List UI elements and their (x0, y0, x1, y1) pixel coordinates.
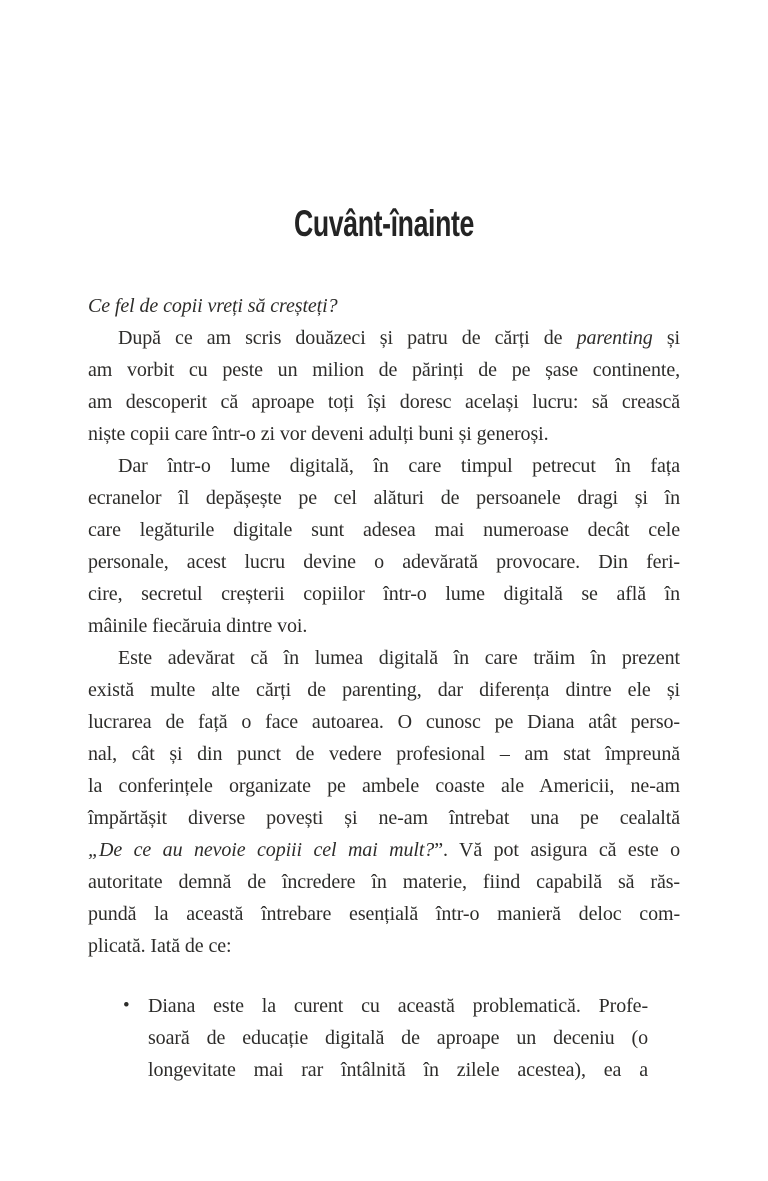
text-line (88, 578, 680, 610)
italic-text-segment: Ce fel de copii vreți să creșteți? (88, 295, 338, 317)
text-line (88, 930, 680, 962)
text-segment: și (652, 327, 680, 349)
text-line (88, 450, 680, 482)
text-segment: Diana este la curent cu această problematică. Profe- (148, 995, 648, 1017)
text-line (148, 1054, 648, 1086)
bullet-item (88, 990, 680, 1086)
text-segment: la conferințele organizate pe ambele coaste ale Americii, ne-am (88, 775, 680, 797)
text-segment: mâinile fiecăruia dintre voi. (88, 615, 308, 637)
text-line (88, 706, 680, 738)
text-segment: plicată. Iată de ce: (88, 935, 232, 957)
text-segment: nal, cât și din punct de vedere profesional – am stat împreună (88, 743, 680, 765)
text-segment: personale, acest lucru devine o adevărată provocare. Din feri- (88, 551, 680, 573)
text-segment: există multe alte cărți de parenting, dar diferența dintre ele și (88, 679, 680, 701)
text-line (88, 898, 680, 930)
text-line (88, 546, 680, 578)
text-line (88, 642, 680, 674)
chapter-title: Cuvânt-înainte (294, 203, 474, 244)
text-segment: Dar într-o lume digitală, în care timpul petrecut în fața (118, 455, 680, 477)
text-segment: soară de educație digitală de aproape un deceniu (o (148, 1027, 648, 1049)
text-line (88, 770, 680, 802)
text-segment: ecranelor îl depășește pe cel alături de persoanele dragi și în (88, 487, 680, 509)
text-line (88, 610, 680, 642)
text-segment: am descoperit că aproape toți își doresc același lucru: să crească (88, 391, 680, 413)
italic-text-segment: „De ce au nevoie copiii cel mai mult? (88, 839, 435, 861)
text-segment: Este adevărat că în lumea digitală în care trăim în prezent (118, 647, 680, 669)
text-segment: ”. Vă pot asigura că este o (434, 839, 681, 861)
text-segment: niște copii care într-o zi vor deveni adulți buni și generoși. (88, 423, 549, 445)
text-line (88, 738, 680, 770)
text-line (88, 482, 680, 514)
bullet-icon: • (123, 995, 130, 1016)
text-line (88, 418, 680, 450)
text-segment: autoritate demnă de încredere în materie, fiind capabilă să răs- (88, 871, 680, 893)
chapter-title-wrap (0, 0, 768, 244)
text-line (148, 1022, 648, 1054)
text-line (88, 386, 680, 418)
text-line (88, 514, 680, 546)
body-text (88, 290, 680, 1086)
italic-text-segment: parenting (576, 327, 653, 349)
text-line (88, 834, 680, 866)
lead-in-paragraph (88, 290, 680, 322)
text-line (88, 322, 680, 354)
text-line (88, 802, 680, 834)
text-segment: longevitate mai rar întâlnită în zilele acestea), ea a (148, 1059, 648, 1081)
text-line (88, 674, 680, 706)
text-line (88, 354, 680, 386)
text-segment: împărtășit diverse povești și ne-am întrebat una pe cealaltă (88, 807, 680, 829)
paragraph (88, 642, 680, 962)
text-segment: lucrarea de față o face autoarea. O cunosc pe Diana atât perso- (88, 711, 680, 733)
text-segment: pundă la această întrebare esențială într-o manieră deloc com- (88, 903, 680, 925)
text-segment: cire, secretul creșterii copiilor într-o lume digitală se află în (88, 583, 680, 605)
paragraph (88, 450, 680, 642)
text-segment: am vorbit cu peste un milion de părinți de pe șase continente, (88, 359, 680, 381)
text-segment: După ce am scris douăzeci și patru de cărți de (118, 327, 577, 349)
text-line (88, 866, 680, 898)
text-segment: care legăturile digitale sunt adesea mai numeroase decât cele (88, 519, 680, 541)
text-line (148, 990, 648, 1022)
paragraph (88, 322, 680, 450)
text-line (88, 290, 680, 322)
